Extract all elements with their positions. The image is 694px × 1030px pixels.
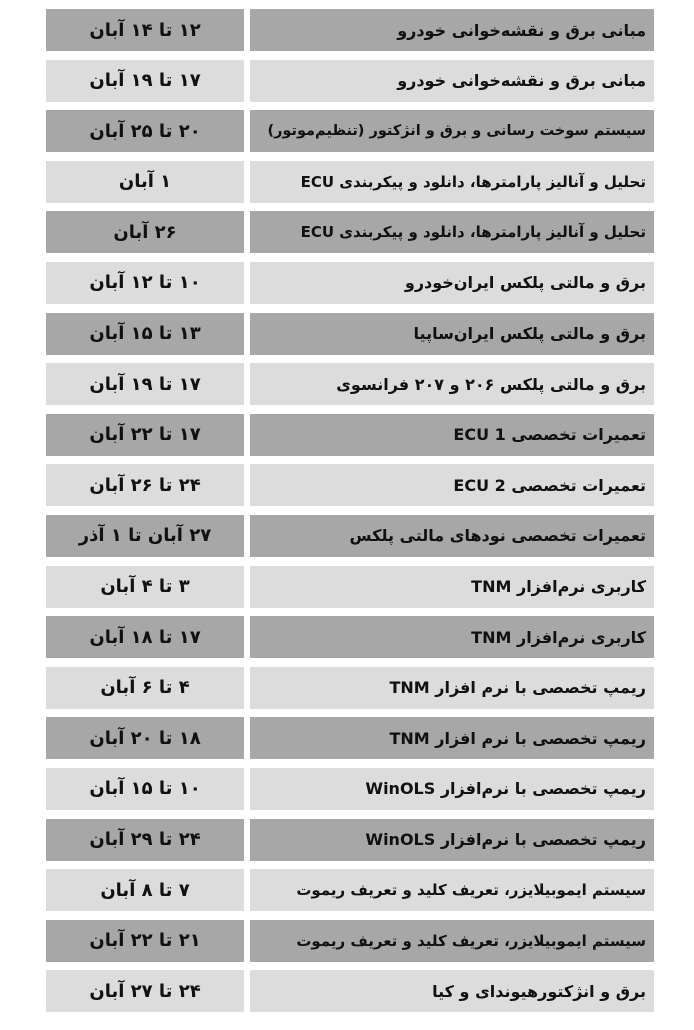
course-date: ۱۷ تا ۱۸ آبان <box>46 616 244 658</box>
course-name: تحلیل و آنالیز پارامترها، دانلود و پیکربندی ECU <box>250 211 654 253</box>
table-row <box>46 363 654 405</box>
course-date: ۱۲ تا ۱۴ آبان <box>46 9 244 51</box>
course-name: مبانی برق و نقشه‌خوانی خودرو <box>250 60 654 102</box>
table-row <box>46 110 654 152</box>
table-row <box>46 920 654 962</box>
table-row <box>46 161 654 203</box>
course-name: سیستم ایموبیلایزر، تعریف کلید و تعریف ریموت <box>250 869 654 911</box>
table-row <box>46 616 654 658</box>
course-name: برق و مالتی پلکس ایران‌ساپیا <box>250 313 654 355</box>
table-row <box>46 970 654 1012</box>
course-name: ریمپ تخصصی با نرم افزار TNM <box>250 667 654 709</box>
course-name: تعمیرات تخصصی نودهای مالتی پلکس <box>250 515 654 557</box>
course-date: ۱ آبان <box>46 161 244 203</box>
course-name: ریمپ تخصصی با نرم‌افزار WinOLS <box>250 819 654 861</box>
course-date: ۲۶ آبان <box>46 211 244 253</box>
course-name: برق و مالتی پلکس ایران‌خودرو <box>250 262 654 304</box>
course-name: ریمپ تخصصی با نرم‌افزار WinOLS <box>250 768 654 810</box>
course-name: تحلیل و آنالیز پارامترها، دانلود و پیکربندی ECU <box>250 161 654 203</box>
course-name: کاربری نرم‌افزار TNM <box>250 566 654 608</box>
course-schedule-table <box>46 9 654 1021</box>
table-row <box>46 211 654 253</box>
table-row <box>46 515 654 557</box>
course-date: ۱۷ تا ۱۹ آبان <box>46 60 244 102</box>
course-name: برق و مالتی پلکس ۲۰۶ و ۲۰۷ فرانسوی <box>250 363 654 405</box>
table-row <box>46 262 654 304</box>
course-name: سیستم سوخت رسانی و برق و انژکتور (تنظیم‌موتور) <box>250 110 654 152</box>
table-row <box>46 60 654 102</box>
table-row <box>46 9 654 51</box>
course-date: ۱۸ تا ۲۰ آبان <box>46 717 244 759</box>
course-date: ۷ تا ۸ آبان <box>46 869 244 911</box>
table-row <box>46 869 654 911</box>
course-date: ۱۳ تا ۱۵ آبان <box>46 313 244 355</box>
course-date: ۱۰ تا ۱۲ آبان <box>46 262 244 304</box>
table-row <box>46 667 654 709</box>
course-name: مبانی برق و نقشه‌خوانی خودرو <box>250 9 654 51</box>
course-date: ۴ تا ۶ آبان <box>46 667 244 709</box>
course-date: ۲۱ تا ۲۲ آبان <box>46 920 244 962</box>
course-date: ۳ تا ۴ آبان <box>46 566 244 608</box>
course-date: ۱۷ تا ۱۹ آبان <box>46 363 244 405</box>
course-name: سیستم ایموبیلایزر، تعریف کلید و تعریف ریموت <box>250 920 654 962</box>
table-row <box>46 414 654 456</box>
course-name: ریمپ تخصصی با نرم افزار TNM <box>250 717 654 759</box>
course-date: ۱۷ تا ۲۲ آبان <box>46 414 244 456</box>
table-row <box>46 464 654 506</box>
course-name: برق و انژکتورهیوندای و کیا <box>250 970 654 1012</box>
course-date: ۱۰ تا ۱۵ آبان <box>46 768 244 810</box>
course-date: ۲۴ تا ۲۹ آبان <box>46 819 244 861</box>
course-name: کاربری نرم‌افزار TNM <box>250 616 654 658</box>
table-row <box>46 819 654 861</box>
course-date: ۲۰ تا ۲۵ آبان <box>46 110 244 152</box>
course-name: تعمیرات تخصصی ECU 1 <box>250 414 654 456</box>
table-row <box>46 768 654 810</box>
course-date: ۲۴ تا ۲۶ آبان <box>46 464 244 506</box>
course-name: تعمیرات تخصصی ECU 2 <box>250 464 654 506</box>
table-row <box>46 313 654 355</box>
course-date: ۲۷ آبان تا ۱ آذر <box>46 515 244 557</box>
table-row <box>46 566 654 608</box>
table-row <box>46 717 654 759</box>
course-date: ۲۴ تا ۲۷ آبان <box>46 970 244 1012</box>
